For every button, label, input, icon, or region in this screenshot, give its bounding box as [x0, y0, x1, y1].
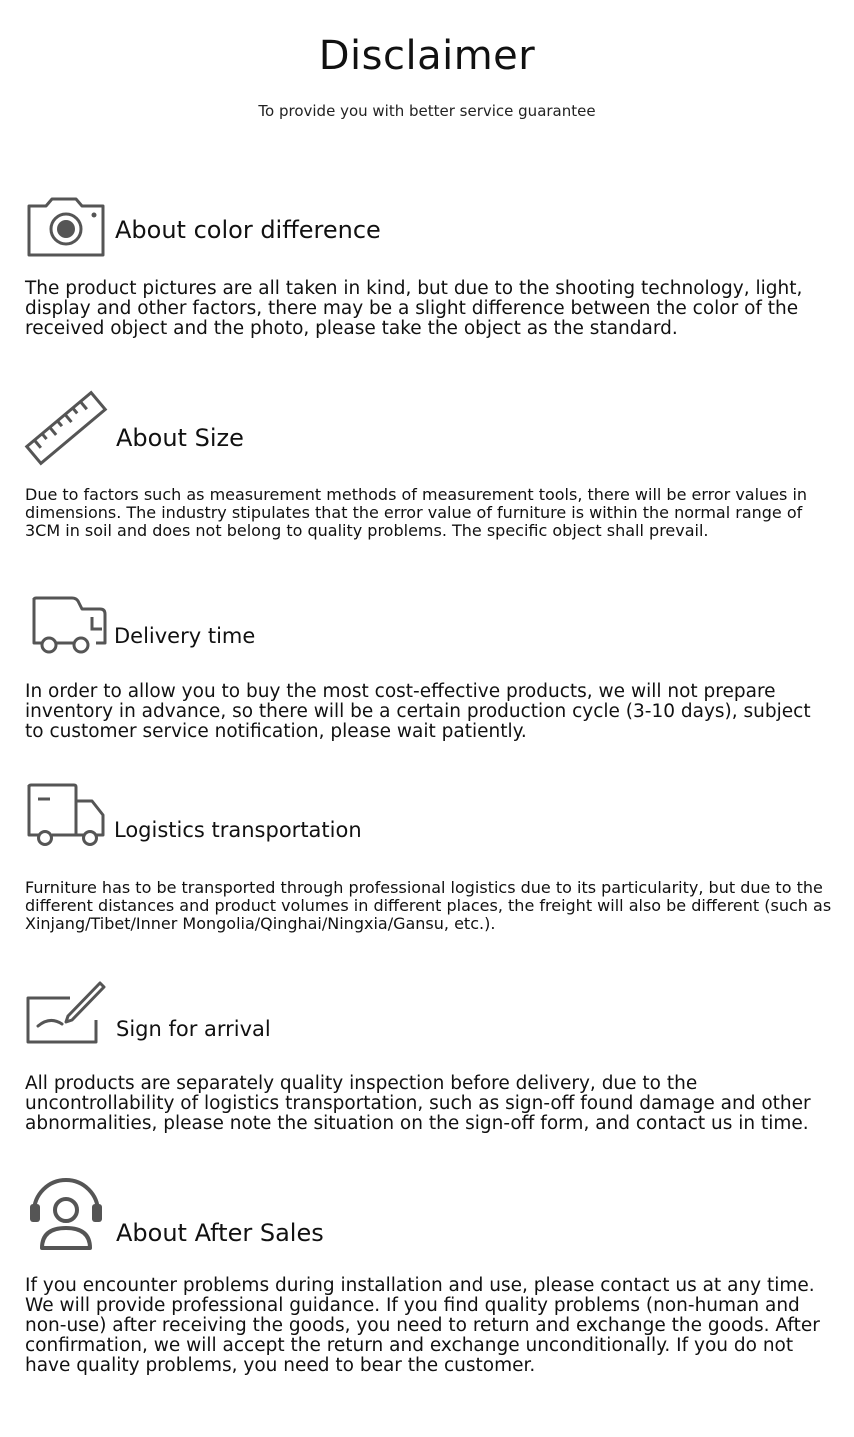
section-body: All products are separately quality inspection before delivery, due to the uncontrollability of logistics transportation, such as sign-off found damage and other abnormalities, please note the situation on the sign-off form, and contact us in time. [25, 1073, 811, 1134]
section-body: Furniture has to be transported through professional logistics due to its particularity, but due to the different distances and product volumes in different places, the freight will also be different (such as Xinjang/Tibet/Inner Mongolia/Qinghai/Ningxia/Gansu, etc.). [25, 878, 832, 933]
section-body: Due to factors such as measurement methods of measurement tools, there will be error values in dimensions. The industry stipulates that the error value of furniture is within the normal range of 3CM in soil and does not belong to quality problems. The specific object shall prevail. [25, 485, 808, 540]
section-heading: Logistics transportation [114, 818, 362, 842]
section-body: In order to allow you to buy the most cost-effective products, we will not prepare inventory in advance, so there will be a certain production cycle (3-10 days), subject to customer service notification, please wait patiently. [25, 681, 811, 742]
camera-icon [26, 196, 106, 258]
section-heading: About color difference [115, 216, 381, 244]
logistics-truck-icon [26, 783, 106, 853]
delivery-truck-clock-icon [30, 595, 108, 657]
page-subtitle: To provide you with better service guarantee [258, 102, 596, 120]
section-heading: About After Sales [116, 1219, 324, 1247]
headset-support-icon [26, 1172, 106, 1252]
page-title: Disclaimer [318, 33, 536, 79]
section-body: If you encounter problems during installation and use, please contact us at any time. We will provide professional guidance. If you find quality problems (non-human and non-use) after receiving the goods, you need to return and exchange the goods. After confirmation, we will accept the return and exchange unconditionally. If you do not have quality problems, you need to bear the customer. [25, 1275, 820, 1376]
sign-pen-icon [24, 980, 106, 1046]
section-heading: About Size [116, 424, 244, 452]
section-body: The product pictures are all taken in kind, but due to the shooting technology, light, display and other factors, there may be a slight difference between the color of the received object and the photo, please take the object as the standard. [25, 278, 803, 339]
section-heading: Sign for arrival [116, 1017, 271, 1041]
ruler-icon [24, 388, 108, 468]
section-heading: Delivery time [114, 624, 256, 648]
